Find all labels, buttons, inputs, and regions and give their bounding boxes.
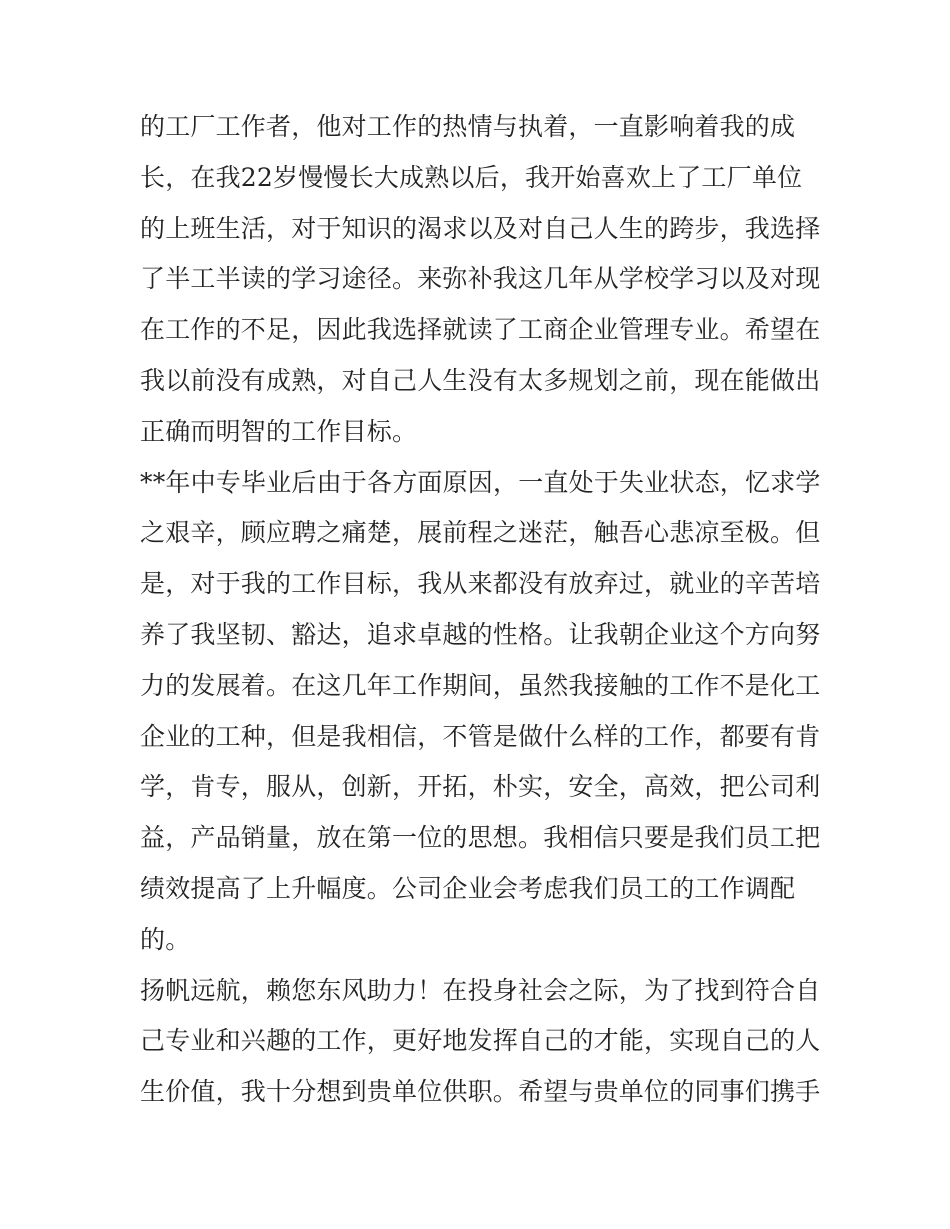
text-line: **年中专毕业后由于各方面原因，一直处于失业状态，忆求学 [140,467,821,497]
text-line: 己专业和兴趣的工作，更好地发挥自己的才能，实现自己的人 [140,1026,821,1056]
text-line: 之艰辛，顾应聘之痛楚，展前程之迷茫，触吾心悲凉至极。但 [140,518,821,548]
text-line: 我以前没有成熟，对自己人生没有太多规划之前，现在能做出 [140,365,821,395]
text-line: 的上班生活，对于知识的渴求以及对自己人生的跨步，我选择 [140,213,821,243]
text-line: 生价值，我十分想到贵单位供职。希望与贵单位的同事们携手 [140,1077,821,1107]
text-line: 力的发展着。在这几年工作期间，虽然我接触的工作不是化工 [140,670,821,700]
text-line: 长，在我22岁慢慢长大成熟以后，我开始喜欢上了工厂单位 [140,162,803,192]
text-line: 企业的工种，但是我相信，不管是做什么样的工作，都要有肯 [140,721,821,751]
text-line: 养了我坚韧、豁达，追求卓越的性格。让我朝企业这个方向努 [140,619,821,649]
text-line: 的工厂工作者，他对工作的热情与执着，一直影响着我的成 [140,112,796,141]
text-line: 是，对于我的工作目标，我从来都没有放弃过，就业的辛苦培 [140,569,821,599]
text-line: 益，产品销量，放在第一位的思想。我相信只要是我们员工把 [140,823,821,853]
text-line: 绩效提高了上升幅度。公司企业会考虑我们员工的工作调配 [140,873,796,903]
text-line: 的。 [140,924,191,954]
text-line: 在工作的不足，因此我选择就读了工商企业管理专业。希望在 [140,315,821,345]
text-line: 正确而明智的工作目标。 [140,416,418,446]
document-body [140,102,820,1118]
text-line: 扬帆远航，赖您东风助力！在投身社会之际，为了找到符合自 [140,975,821,1005]
text-line: 了半工半读的学习途径。来弥补我这几年从学校学习以及对现 [140,264,821,294]
text-line: 学，肯专，服从，创新，开拓，朴实，安全，高效，把公司利 [140,772,821,802]
